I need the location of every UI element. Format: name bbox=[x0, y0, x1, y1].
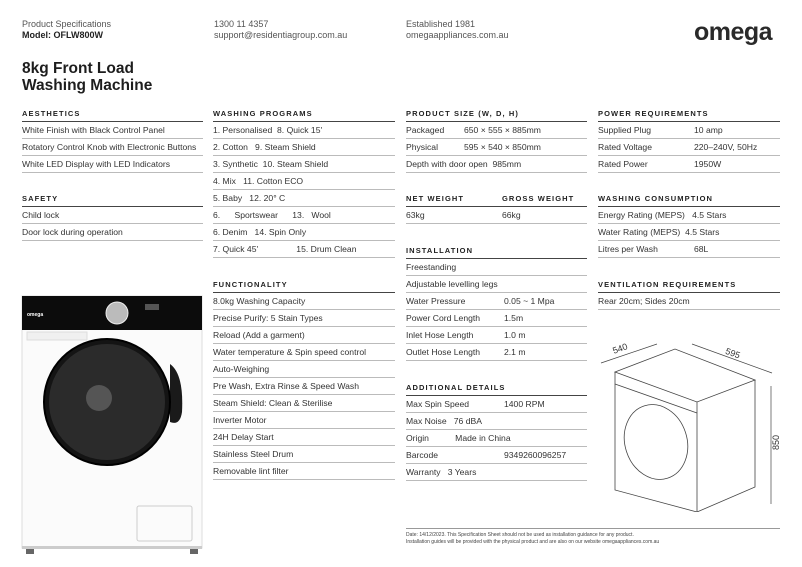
section-programs bbox=[213, 107, 395, 258]
spec-value: 1.0 m bbox=[504, 330, 526, 340]
spec-value: 66kg bbox=[502, 210, 521, 220]
spec-label: Max Spin Speed bbox=[406, 399, 470, 409]
spec-value: 595 × 540 × 850mm bbox=[464, 142, 541, 152]
spec-label: 24H Delay Start bbox=[213, 432, 274, 442]
spec-label: Water temperature & Spin speed control bbox=[213, 347, 367, 357]
spec-label: Packaged bbox=[406, 125, 445, 135]
established-text: Established 1981 bbox=[406, 19, 476, 29]
spec-label: 6. Denim 14. Spin Only bbox=[213, 227, 307, 237]
spec-row bbox=[213, 463, 395, 480]
spec-label: White LED Display with LED Indicators bbox=[22, 159, 171, 169]
spec-value: 1.5m bbox=[504, 313, 524, 323]
section-functionality bbox=[213, 278, 395, 480]
spec-value: 1950W bbox=[694, 159, 722, 169]
detergent-drawer bbox=[27, 332, 87, 340]
section-title: WASHING PROGRAMS bbox=[213, 109, 313, 118]
spec-row bbox=[406, 259, 587, 276]
footer-line-1: Date: 14/12/2023. This Specification Sheet should not be used as installation guidance for any product. bbox=[406, 532, 634, 538]
spec-row bbox=[406, 344, 587, 361]
section-title: PRODUCT SIZE (W, D, H) bbox=[406, 109, 519, 118]
spec-row bbox=[213, 241, 395, 258]
spec-label: Outlet Hose Length bbox=[406, 347, 481, 357]
section-heading bbox=[598, 192, 780, 207]
control-knob bbox=[106, 302, 128, 324]
spec-row bbox=[598, 224, 780, 241]
spec-row bbox=[406, 430, 587, 447]
page-title bbox=[22, 60, 152, 94]
title-line-2: Washing Machine bbox=[22, 77, 153, 94]
spec-row bbox=[406, 122, 587, 139]
spec-label: Removable lint filter bbox=[213, 466, 289, 476]
section-size bbox=[406, 107, 587, 173]
spec-row bbox=[213, 122, 395, 139]
spec-label: Warranty 3 Years bbox=[406, 467, 477, 477]
section-title: SAFETY bbox=[22, 194, 59, 203]
spec-row bbox=[22, 139, 203, 156]
washing-machine-image bbox=[20, 294, 205, 556]
section-title-2: GROSS WEIGHT bbox=[502, 194, 575, 203]
spec-label: Freestanding bbox=[406, 262, 457, 272]
support-email[interactable]: support@residentiagroup.com.au bbox=[214, 30, 348, 40]
height-label: 850 bbox=[771, 434, 781, 450]
footer-line-2: Installation guides will be provided with the physical product and are also on our website omegaappliances.com.au bbox=[406, 539, 660, 545]
section-heading bbox=[22, 107, 203, 122]
spec-row bbox=[406, 327, 587, 344]
spec-label: Rear 20cm; Sides 20cm bbox=[598, 296, 690, 306]
section-heading bbox=[406, 107, 587, 122]
spec-label: 7. Quick 45' 15. Drum Clean bbox=[213, 244, 357, 254]
spec-row bbox=[406, 156, 587, 173]
section-heading bbox=[213, 278, 395, 293]
section-additional bbox=[406, 381, 587, 481]
spec-label: Litres per Wash bbox=[598, 244, 658, 254]
spec-row bbox=[598, 293, 780, 310]
spec-label: Depth with door open 985mm bbox=[406, 159, 522, 169]
spec-row bbox=[406, 447, 587, 464]
spec-row bbox=[406, 396, 587, 413]
spec-label: Product Specifications bbox=[22, 19, 112, 29]
section-aesthetics bbox=[22, 107, 203, 173]
section-title: POWER REQUIREMENTS bbox=[598, 109, 709, 118]
section-heading bbox=[598, 278, 780, 293]
header-contact-block bbox=[214, 19, 347, 41]
section-title: WASHING CONSUMPTION bbox=[598, 194, 714, 203]
spec-value: 2.1 m bbox=[504, 347, 526, 357]
spec-label: Precise Purify: 5 Stain Types bbox=[213, 313, 323, 323]
panel-logo: omega bbox=[27, 312, 44, 318]
spec-value: 650 × 555 × 885mm bbox=[464, 125, 541, 135]
depth-label: 540 bbox=[611, 341, 629, 356]
spec-label: 1. Personalised 8. Quick 15' bbox=[213, 125, 323, 135]
spec-row bbox=[213, 224, 395, 241]
spec-row bbox=[213, 378, 395, 395]
spec-row bbox=[406, 139, 587, 156]
spec-row bbox=[22, 207, 203, 224]
spec-row bbox=[213, 190, 395, 207]
spec-value: 1400 RPM bbox=[504, 399, 545, 409]
website-link[interactable]: omegaappliances.com.au bbox=[406, 30, 509, 40]
spec-label: Power Cord Length bbox=[406, 313, 481, 323]
dimension-diagram bbox=[597, 322, 787, 512]
spec-row bbox=[22, 156, 203, 173]
spec-label: Water Pressure bbox=[406, 296, 466, 306]
section-weight bbox=[406, 192, 587, 224]
spec-row bbox=[213, 446, 395, 463]
spec-row bbox=[213, 293, 395, 310]
section-ventilation bbox=[598, 278, 780, 310]
spec-label: 3. Synthetic 10. Steam Shield bbox=[213, 159, 329, 169]
section-title: NET WEIGHT bbox=[406, 194, 465, 203]
spec-value: 0.05 ~ 1 Mpa bbox=[504, 296, 555, 306]
spec-row bbox=[406, 276, 587, 293]
spec-row bbox=[406, 207, 587, 224]
spec-label: Barcode bbox=[406, 450, 439, 460]
spec-label: Rotatory Control Knob with Electronic Buttons bbox=[22, 142, 197, 152]
spec-label: 2. Cotton 9. Steam Shield bbox=[213, 142, 316, 152]
spec-row bbox=[213, 361, 395, 378]
header-company-block bbox=[406, 19, 509, 41]
spec-label: Reload (Add a garment) bbox=[213, 330, 305, 340]
spec-row bbox=[213, 173, 395, 190]
phone-number: 1300 11 4357 bbox=[214, 19, 269, 29]
spec-label: Door lock during operation bbox=[22, 227, 123, 237]
section-heading bbox=[406, 244, 587, 259]
width-label: 595 bbox=[724, 345, 742, 361]
leg bbox=[26, 549, 34, 554]
spec-row bbox=[598, 241, 780, 258]
spec-label: Stainless Steel Drum bbox=[213, 449, 294, 459]
section-consumption bbox=[598, 192, 780, 258]
spec-row bbox=[213, 395, 395, 412]
section-heading bbox=[598, 107, 780, 122]
spec-row bbox=[598, 122, 780, 139]
section-title: ADDITIONAL DETAILS bbox=[406, 383, 506, 392]
spec-value: 9349260096257 bbox=[504, 450, 567, 460]
spec-row bbox=[22, 122, 203, 139]
spec-label: Child lock bbox=[22, 210, 60, 220]
spec-label: Inverter Motor bbox=[213, 415, 267, 425]
spec-label: Max Noise 76 dBA bbox=[406, 416, 482, 426]
spec-row bbox=[598, 156, 780, 173]
spec-label: Pre Wash, Extra Rinse & Speed Wash bbox=[213, 381, 359, 391]
spec-row bbox=[213, 344, 395, 361]
spec-label: Steam Shield: Clean & Sterilise bbox=[213, 398, 333, 408]
spec-row bbox=[213, 327, 395, 344]
spec-label: Supplied Plug bbox=[598, 125, 652, 135]
spec-label: 63kg bbox=[406, 210, 425, 220]
spec-row bbox=[406, 413, 587, 430]
header-spec-block bbox=[22, 19, 111, 41]
spec-label: Energy Rating (MEPS) 4.5 Stars bbox=[598, 210, 727, 220]
led-display bbox=[145, 304, 159, 310]
spec-value: 10 amp bbox=[694, 125, 723, 135]
spec-label: Auto-Weighing bbox=[213, 364, 270, 374]
spec-row bbox=[598, 139, 780, 156]
section-installation bbox=[406, 244, 587, 361]
section-title: AESTHETICS bbox=[22, 109, 81, 118]
spec-label: 6. Sportswear 13. Wool bbox=[213, 210, 331, 220]
section-safety bbox=[22, 192, 203, 241]
spec-value: 68L bbox=[694, 244, 709, 254]
section-heading bbox=[406, 192, 587, 207]
omega-logo: omega bbox=[694, 18, 773, 46]
spec-row bbox=[406, 464, 587, 481]
spec-row bbox=[213, 139, 395, 156]
spec-row bbox=[213, 207, 395, 224]
spec-label: 8.0kg Washing Capacity bbox=[213, 296, 306, 306]
model-number: Model: OFLW800W bbox=[22, 30, 103, 40]
spec-label: Adjustable levelling legs bbox=[406, 279, 498, 289]
spec-label: Inlet Hose Length bbox=[406, 330, 474, 340]
section-heading bbox=[22, 192, 203, 207]
spec-row bbox=[213, 412, 395, 429]
leg bbox=[190, 549, 198, 554]
spec-label: Origin Made in China bbox=[406, 433, 511, 443]
spec-row bbox=[22, 224, 203, 241]
footer-disclaimer bbox=[406, 532, 659, 546]
section-title: VENTILATION REQUIREMENTS bbox=[598, 280, 737, 289]
spec-label: 5. Baby 12. 20° C bbox=[213, 193, 286, 203]
section-heading bbox=[213, 107, 395, 122]
title-line-1: 8kg Front Load bbox=[22, 60, 134, 77]
section-power bbox=[598, 107, 780, 173]
spec-value: 220–240V, 50Hz bbox=[694, 142, 758, 152]
spec-row bbox=[598, 207, 780, 224]
spec-label: Physical bbox=[406, 142, 438, 152]
spec-label: Rated Power bbox=[598, 159, 648, 169]
spec-row bbox=[406, 293, 587, 310]
section-title: INSTALLATION bbox=[406, 246, 474, 255]
spec-label: Water Rating (MEPS) 4.5 Stars bbox=[598, 227, 720, 237]
spec-row bbox=[213, 156, 395, 173]
section-title: FUNCTIONALITY bbox=[213, 280, 288, 289]
spec-label: White Finish with Black Control Panel bbox=[22, 125, 165, 135]
section-heading bbox=[406, 381, 587, 396]
spec-label: Rated Voltage bbox=[598, 142, 652, 152]
spec-row bbox=[213, 310, 395, 327]
footer-divider bbox=[406, 528, 780, 529]
spec-row bbox=[213, 429, 395, 446]
spec-row bbox=[406, 310, 587, 327]
spec-label: 4. Mix 11. Cotton ECO bbox=[213, 176, 304, 186]
